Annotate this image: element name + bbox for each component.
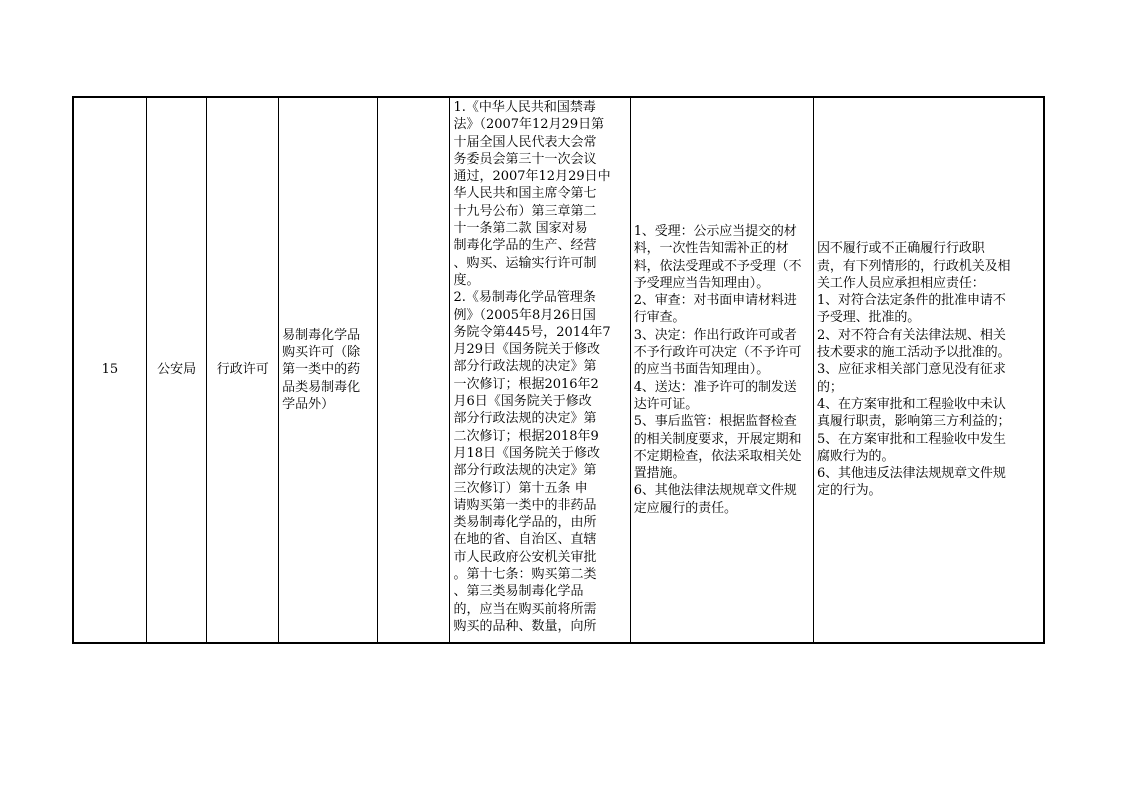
responsibility-line: 2、审查：对书面申请材料进 — [633, 293, 797, 309]
row-number-cell — [74, 98, 147, 642]
responsibility-line: 置措施。 — [633, 466, 686, 482]
responsibility-line: 行审查。 — [633, 310, 686, 326]
row-number: 15 — [101, 362, 119, 378]
responsibility-line: 的相关制度要求，开展定期和 — [633, 431, 802, 447]
item-name-cell — [279, 98, 378, 642]
responsibility-line: 予受理应当告知理由）。 — [633, 275, 770, 291]
responsibility-line: 不予行政许可决定（不予许可 — [633, 345, 802, 361]
department-cell — [147, 98, 208, 642]
accountability-line: 责，有下列情形的，行政机关及相 — [816, 258, 1011, 274]
responsibility-line: 5、事后监管：根据监督检查 — [633, 414, 797, 430]
sub-item-cell — [378, 98, 451, 642]
accountability-line: 6、其他违反法律法规规章文件规 — [816, 466, 1006, 482]
accountability-line: 的； — [816, 379, 843, 395]
accountability-line: 4、在方案审批和工程验收中未认 — [816, 396, 1006, 412]
accountability-line: 关工作人员应承担相应责任： — [816, 275, 985, 291]
responsibilities-list — [631, 223, 813, 517]
accountability-list — [814, 240, 1043, 499]
department: 公安局 — [157, 362, 197, 378]
accountability-line: 因不履行或不正确履行行政职 — [816, 241, 985, 257]
responsibility-line: 料，依法受理或不予受理（不 — [633, 258, 802, 274]
responsibility-line: 的应当书面告知理由）。 — [633, 362, 770, 378]
accountability-line: 1、对符合法定条件的批准申请不 — [816, 293, 1006, 309]
power-type-cell — [207, 98, 279, 642]
responsibility-line: 3、决定：作出行政许可或者 — [633, 327, 797, 343]
responsibility-line: 达许可证。 — [633, 396, 699, 412]
responsibility-line: 1、受理：公示应当提交的材 — [633, 223, 797, 239]
accountability-cell — [814, 98, 1043, 642]
accountability-line: 5、在方案审批和工程验收中发生 — [816, 431, 1006, 447]
accountability-line: 真履行职责，影响第三方利益的； — [816, 414, 1011, 430]
responsibility-line: 4、送达：准予许可的制发送 — [633, 379, 797, 395]
legal-basis-cell — [450, 98, 630, 642]
responsibility-line: 料，一次性告知需补正的材 — [633, 241, 789, 257]
power-list-table — [72, 96, 1045, 644]
responsibility-line: 不定期检查，依法采取相关处 — [633, 448, 802, 464]
accountability-line: 定的行为。 — [816, 483, 882, 499]
responsibilities-cell — [631, 98, 814, 642]
power-type: 行政许可 — [216, 362, 269, 378]
responsibility-line: 6、其他法律法规规章文件规 — [633, 483, 797, 499]
accountability-line: 腐败行为的。 — [816, 448, 895, 464]
accountability-line: 3、应征求相关部门意见没有征求 — [816, 362, 1006, 378]
responsibility-line: 定应履行的责任。 — [633, 500, 737, 516]
accountability-line: 技术要求的施工活动予以批准的。 — [816, 345, 1011, 361]
accountability-line: 2、对不符合有关法律法规、相关 — [816, 327, 1006, 343]
accountability-line: 予受理、批准的。 — [816, 310, 921, 326]
legal-basis: 1.《中华人民共和国禁毒 法》（2007年12月29日第 十届全国人民代表大会常 务委员会第三十一次会议 通过，2007年12月29日中 华人民共和国主席令第七 十九号公布）第三章第二 十一条第二款 国家对易 制毒化学品的生产、经营 、购买、运输实行许可制 度。 2.《易制毒化学品管理条 例》（2005年8月26日国 务院令第445号，2014年7 月29日《国务院关于修改 部分行政法规的决定》第 一次修订；根据2016年2 月6日《国务院关于修改 部分行政法规的决定》第 二次修订；根据2018年9 月18日《国务院关于修改 部分行政法规的决定》第 三次修订）第十五条 申 请购买第一类中的非药品 类易制毒化学品的，由所 在地的省、自治区、直辖 市人民政府公安机关审批 。第十七条：购买第二类 、第三类易制毒化学品 的，应当在购买前将所需 购买的品种、数量，向所 — [453, 100, 611, 634]
item-name: 易制毒化学品 购买许可（除 第一类中的药 品类易制毒化 学品外） — [282, 327, 361, 412]
